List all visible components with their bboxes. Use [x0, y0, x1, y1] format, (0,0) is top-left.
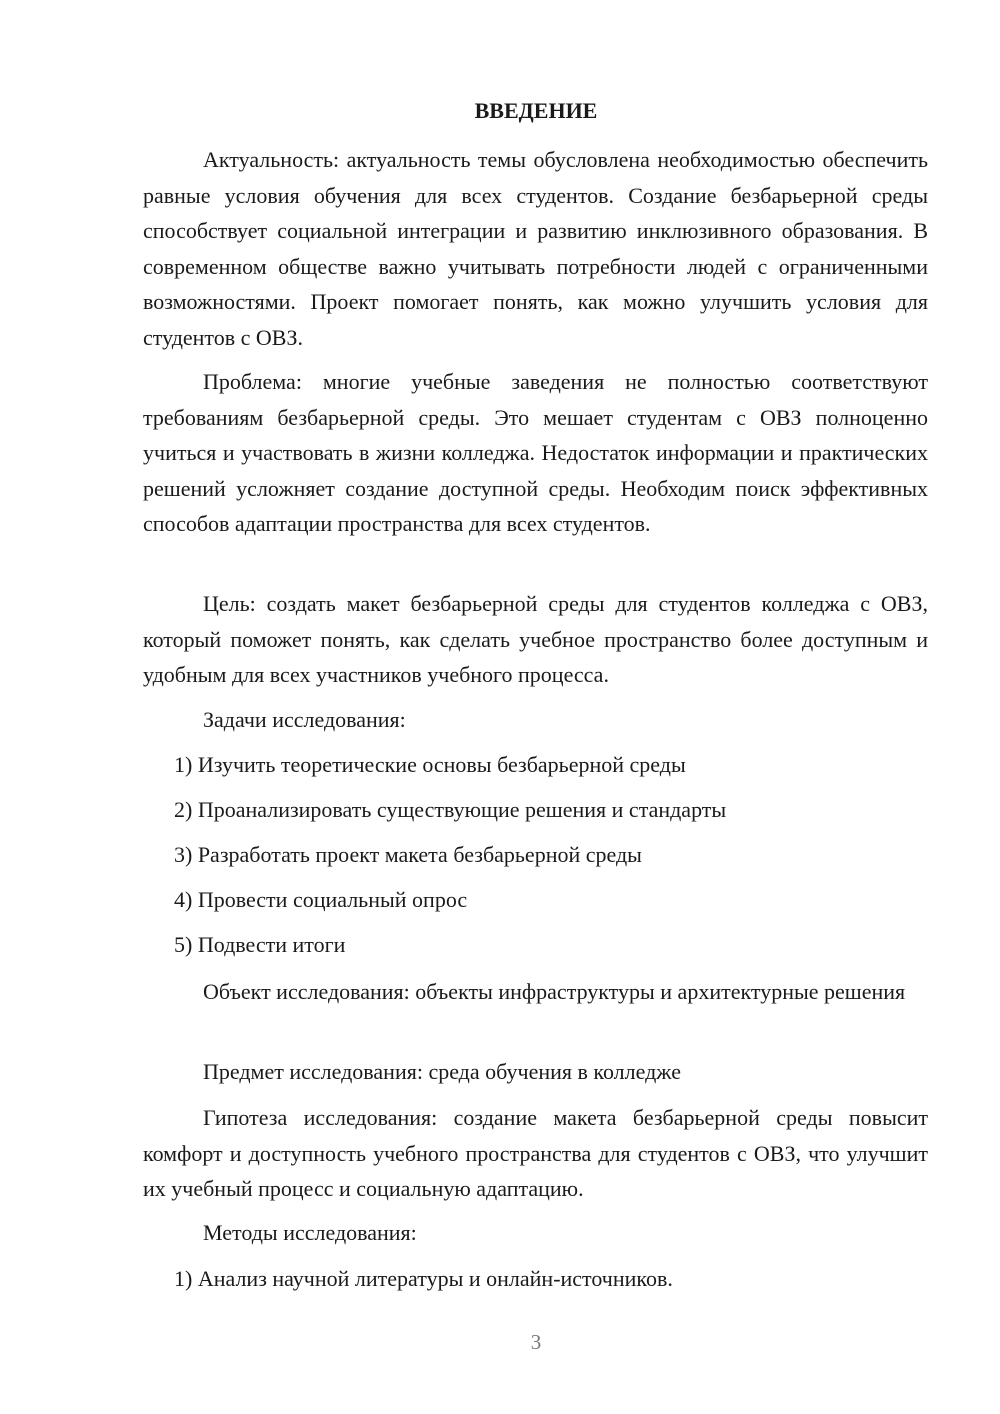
page-number: 3	[530, 1330, 542, 1354]
task-item: 2) Проанализировать существующие решения и стандарты	[174, 797, 727, 822]
page-title: ВВЕДЕНИЕ	[474, 98, 598, 123]
task-item: 4) Провести социальный опрос	[174, 887, 468, 912]
task-item: 3) Разработать проект макета безбарьерной среды	[174, 842, 642, 867]
methods-heading: Методы исследования:	[203, 1220, 417, 1245]
hypothesis-paragraph: Гипотеза исследования: создание макета безбарьерной среды повысит комфорт и доступность учебного пространства для студентов с ОВЗ, что улучшит их учебный процесс и социальную адаптацию.	[143, 1105, 928, 1201]
object-paragraph: Объект исследования: объекты инфраструктуры и архитектурные решения	[203, 979, 906, 1004]
goal-paragraph: Цель: создать макет безбарьерной среды для студентов колледжа с ОВЗ, который поможет понять, как сделать учебное пространство более доступным и удобным для всех участников учебного процесса.	[143, 591, 928, 687]
tasks-heading: Задачи исследования:	[203, 707, 406, 732]
problem-paragraph: Проблема: многие учебные заведения не полностью соответствуют требованиям безбарьерной среды. Это мешает студентам с ОВЗ полноценно учиться и участвовать в жизни колледжа. Недостаток информации и практических решений усложняет создание доступной среды. Необходим поиск эффективных способов адаптации пространства для всех студентов.	[143, 369, 928, 536]
task-item: 1) Изучить теоретические основы безбарьерной среды	[174, 752, 686, 777]
task-item: 5) Подвести итоги	[174, 932, 346, 957]
method-item: 1) Анализ научной литературы и онлайн-источников.	[174, 1266, 673, 1291]
subject-paragraph: Предмет исследования: среда обучения в колледже	[203, 1059, 681, 1084]
relevance-paragraph: Актуальность: актуальность темы обусловлена необходимостью обеспечить равные условия обучения для всех студентов. Создание безбарьерной среды способствует социальной интеграции и развитию инклюзивного образования. В современном обществе важно учитывать потребности людей с ограниченными возможностями. Проект помогает понять, как можно улучшить условия для студентов с ОВЗ.	[143, 147, 928, 350]
